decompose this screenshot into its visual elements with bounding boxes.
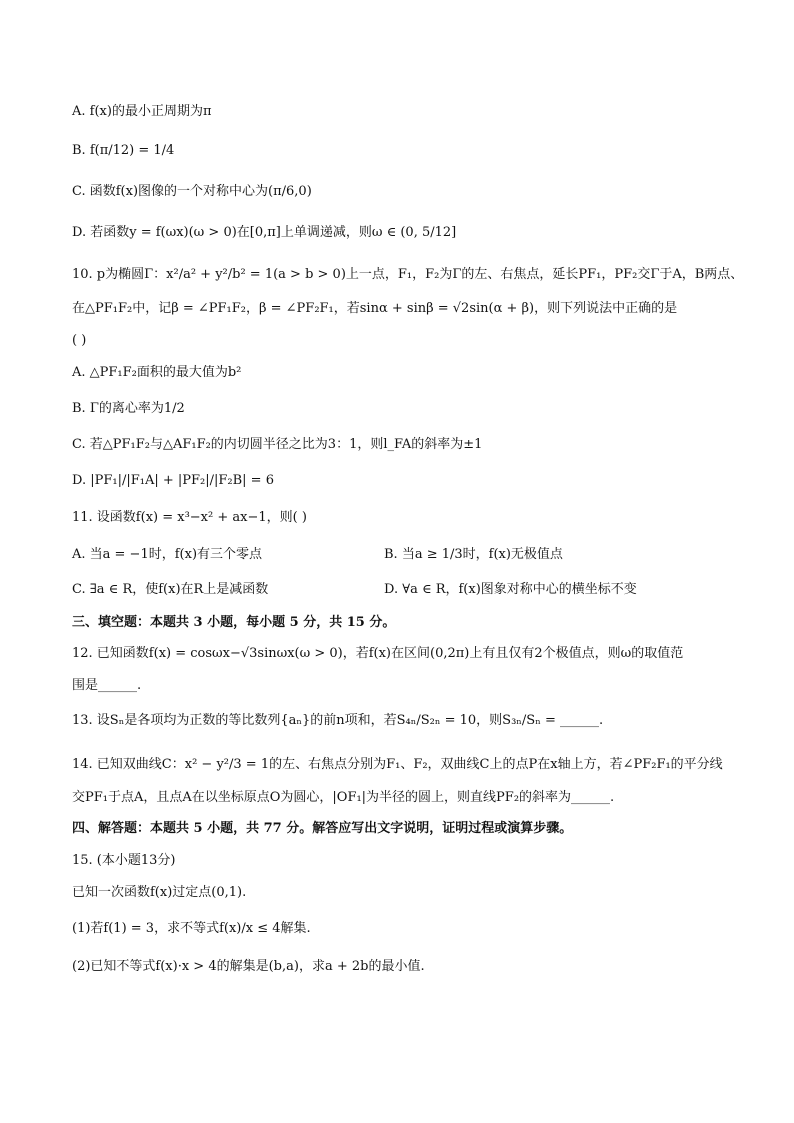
q9-option-a: A. f(x)的最小正周期为π xyxy=(72,104,212,119)
q15-part2: (2)已知不等式f(x)·x > 4的解集是(b,a)，求a + 2b的最小值. xyxy=(72,959,425,974)
q9-option-b: B. f(π/12) = 1/4 xyxy=(72,143,175,158)
q11-option-b: B. 当a ≥ 1/3时，f(x)无极值点 xyxy=(384,547,563,562)
q10-stem-line2: 在△PF₁F₂中，记β = ∠PF₁F₂，β = ∠PF₂F₁，若sinα + sinβ = √2sin(α + β)，则下列说法中正确的是 xyxy=(72,301,678,316)
section4-title: 四、解答题：本题共 5 小题，共 77 分。解答应写出文字说明，证明过程或演算步骤。 xyxy=(72,821,573,836)
q10-option-a: A. △PF₁F₂面积的最大值为b² xyxy=(72,365,242,380)
q9-option-d: D. 若函数y = f(ωx)(ω > 0)在[0,π]上单调递减，则ω ∈ (0, 5/12] xyxy=(72,225,457,240)
q10-stem-line1: 10. p为椭圆Γ：x²/a² + y²/b² = 1(a > b > 0)上一点，F₁，F₂为Γ的左、右焦点，延长PF₁，PF₂交Γ于A，B两点、 xyxy=(72,267,744,282)
q12-line1: 12. 已知函数f(x) = cosωx−√3sinωx(ω > 0)，若f(x)在区间(0,2π)上有且仅有2个极值点，则ω的取值范 xyxy=(72,646,684,661)
q11-option-d: D. ∀a ∈ R，f(x)图象对称中心的横坐标不变 xyxy=(384,582,637,597)
q15-intro: 已知一次函数f(x)过定点(0,1). xyxy=(72,885,247,900)
section3-title: 三、填空题：本题共 3 小题，每小题 5 分，共 15 分。 xyxy=(72,615,396,630)
q10-stem-line3: ( ) xyxy=(72,333,87,348)
q15-part1: (1)若f(1) = 3，求不等式f(x)/x ≤ 4解集. xyxy=(72,921,311,936)
q11-stem: 11. 设函数f(x) = x³−x² + ax−1，则( ) xyxy=(72,510,307,525)
q10-option-c: C. 若△PF₁F₂与△AF₁F₂的内切圆半径之比为3：1，则l_FA的斜率为±1 xyxy=(72,437,483,452)
q11-option-a: A. 当a = −1时，f(x)有三个零点 xyxy=(72,547,263,562)
q15-header: 15. (本小题13分) xyxy=(72,853,176,868)
q11-option-c: C. ∃a ∈ R，使f(x)在R上是减函数 xyxy=(72,582,269,597)
q14-line2: 交PF₁于点A，且点A在以坐标原点O为圆心，|OF₁|为半径的圆上，则直线PF₂的斜率为______. xyxy=(72,790,615,805)
q13: 13. 设Sₙ是各项均为正数的等比数列{aₙ}的前n项和，若S₄ₙ/S₂ₙ = 10，则S₃ₙ/Sₙ = ______. xyxy=(72,713,604,728)
q10-option-d: D. |PF₁|/|F₁A| + |PF₂|/|F₂B| = 6 xyxy=(72,473,274,488)
q14-line1: 14. 已知双曲线C：x² − y²/3 = 1的左、右焦点分别为F₁、F₂，双曲线C上的点P在x轴上方，若∠PF₂F₁的平分线 xyxy=(72,757,723,772)
q9-option-c: C. 函数f(x)图像的一个对称中心为(π/6,0) xyxy=(72,184,312,199)
q12-line2: 围是______. xyxy=(72,678,142,693)
q10-option-b: B. Γ的离心率为1/2 xyxy=(72,401,185,416)
